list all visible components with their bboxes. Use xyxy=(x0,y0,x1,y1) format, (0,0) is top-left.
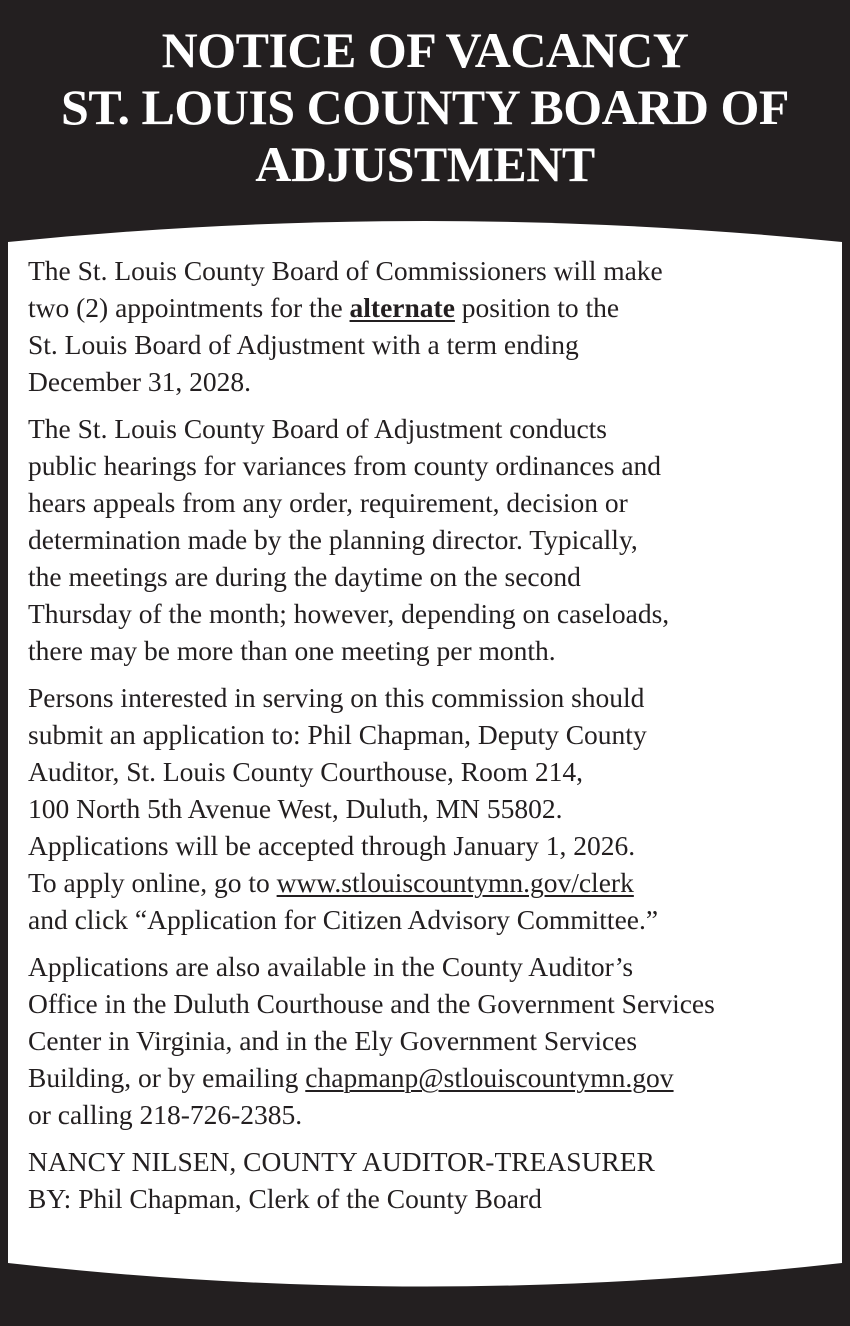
text-line: public hearings for variances from county ordinances and xyxy=(28,450,662,481)
text-line: December 31, 2028. xyxy=(28,366,251,397)
text-line: there may be more than one meeting per month. xyxy=(28,635,556,666)
text-line: determination made by the planning director. Typically, xyxy=(28,524,638,555)
text-line: The St. Louis County Board of Commissioners will make xyxy=(28,255,663,286)
signature-block xyxy=(28,1143,836,1217)
emphasis-alternate: alternate xyxy=(349,292,455,323)
text-line: St. Louis Board of Adjustment with a term ending xyxy=(28,329,579,360)
paragraph-appointments xyxy=(28,252,836,400)
text-line: Auditor, St. Louis County Courthouse, Room 214, xyxy=(28,756,584,787)
text-line: Center in Virginia, and in the Ely Government Services xyxy=(28,1025,638,1056)
text-line: submit an application to: Phil Chapman, Deputy County xyxy=(28,719,647,750)
text-fragment: position to the xyxy=(454,292,620,323)
text-line xyxy=(28,864,836,901)
text-line: hears appeals from any order, requirement, decision or xyxy=(28,487,628,518)
text-line xyxy=(28,289,836,326)
header-title-line-3: ADJUSTMENT xyxy=(255,136,595,192)
text-fragment: Building, or by emailing xyxy=(28,1062,306,1093)
text-line: and click “Application for Citizen Advisory Committee.” xyxy=(28,904,659,935)
paragraph-how-to-apply xyxy=(28,679,836,938)
text-line xyxy=(28,1059,836,1096)
text-line: 100 North 5th Avenue West, Duluth, MN 55802. xyxy=(28,793,563,824)
notice-body xyxy=(28,252,836,1227)
header-title-line-1: NOTICE OF VACANCY xyxy=(161,22,689,78)
paragraph-board-duties xyxy=(28,410,836,669)
signature-name: NANCY NILSEN, COUNTY AUDITOR-TREASURER xyxy=(28,1146,655,1177)
notice-header xyxy=(0,0,850,193)
text-line: or calling 218-726-2385. xyxy=(28,1099,303,1130)
text-fragment: To apply online, go to xyxy=(28,867,277,898)
text-line: Persons interested in serving on this commission should xyxy=(28,682,645,713)
header-title-line-2: ST. LOUIS COUNTY BOARD OF xyxy=(61,79,789,135)
text-fragment: two (2) appointments for the xyxy=(28,292,350,323)
text-line: Applications are also available in the County Auditor’s xyxy=(28,951,634,982)
text-line: Office in the Duluth Courthouse and the Government Services xyxy=(28,988,715,1019)
signature-by: BY: Phil Chapman, Clerk of the County Board xyxy=(28,1183,542,1214)
paragraph-other-locations xyxy=(28,948,836,1133)
text-line: the meetings are during the daytime on the second xyxy=(28,561,581,592)
clerk-website-link[interactable]: www.stlouiscountymn.gov/clerk xyxy=(276,867,634,898)
text-line: The St. Louis County Board of Adjustment conducts xyxy=(28,413,607,444)
text-line: Applications will be accepted through January 1, 2026. xyxy=(28,830,636,861)
email-link[interactable]: chapmanp@stlouiscountymn.gov xyxy=(305,1062,674,1093)
text-line: Thursday of the month; however, depending on caseloads, xyxy=(28,598,670,629)
